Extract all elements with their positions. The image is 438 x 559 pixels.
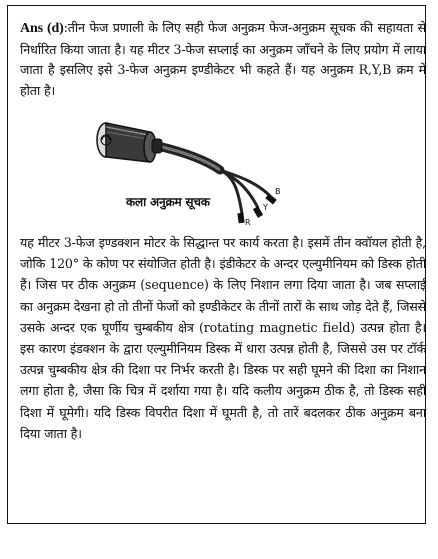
answer-intro-paragraph	[20, 18, 426, 101]
phase-sequence-indicator-figure	[88, 118, 288, 228]
intro-text: :तीन फेज प्रणाली के लिए सही फेज अनुक्रम फेज-अनुक्रम सूचक की सहायता से निर्धारित किया जाता है। यह मीटर 3-फेज सप्लाई का अनुक्रम जाँचने के लिए प्रयोग में लाया जाता है इसलिए इसे 3-फेज अनुक्रम इण्डीकेटर भी कहते हैं। यह अनुक्रम R,Y,B क्रम में होता है।	[20, 20, 427, 98]
wire-label-b: B	[275, 187, 281, 196]
wire-label-r: R	[245, 218, 251, 227]
indicator-wires	[220, 170, 277, 223]
answer-label: Ans (d)	[20, 21, 64, 36]
answer-explanation-paragraph: यह मीटर 3-फेज इण्डक्शन मोटर के सिद्धान्त पर कार्य करता है। इसमें तीन क्वॉयल होती है, जोकि 120° के कोण पर संयोजित होती है। इंडीकेटर के अन्दर एल्युमीनियम को डिस्क होती हैं। जिस पर ठीक अनुक्रम (sequence) के लिए निशान लगा दिया जाता है। जब सप्लाई का अनुक्रम देखना हो तो तीनों फेजों को इण्डीकेटर के तीनों तारों के साथ जोड़ देते हैं, जिससे उसके अन्दर एक घूर्णीय चुम्बकीय क्षेत्र (rotating magnetic field) उत्पन्न होता है। इस कारण इंडक्शन के द्वारा एल्युमीनियम डिस्क में धारा उत्पन्न होती है, जिससे उस पर टॉर्क उत्पन्न चुम्बकीय क्षेत्र की दिशा पर निर्भर करती है। डिस्क पर सही घूमने की दिशा का निशान लगा होता है, जैसा कि चित्र में दर्शाया गया है। यदि कलीय अनुक्रम ठीक है, तो डिस्क सही दिशा में घूमेगी। यदि डिस्क विपरीत दिशा में घूमती है, तो तारें बदलकर ठीक अनुक्रम बना दिया जाता है।	[20, 235, 426, 441]
indicator-body	[97, 123, 220, 170]
answer-frame	[7, 5, 426, 524]
figure-caption: कला अनुक्रम सूचक	[126, 195, 210, 209]
wire-label-y: Y	[263, 203, 268, 212]
